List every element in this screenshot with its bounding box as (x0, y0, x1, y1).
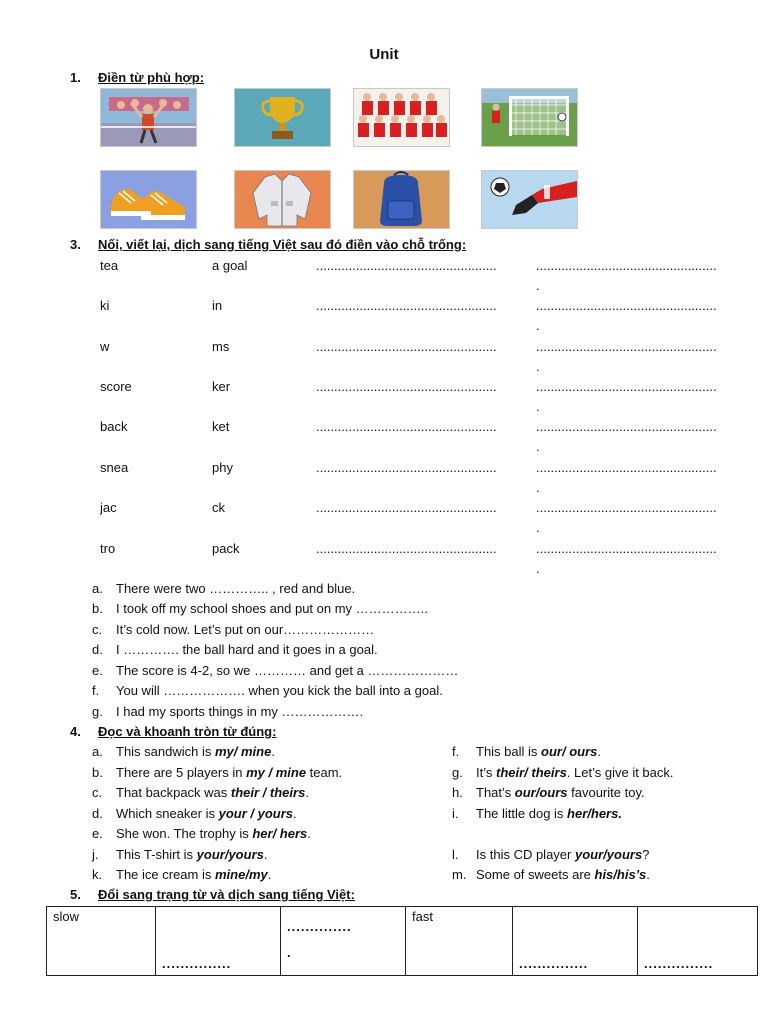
choice-text: She won. The trophy is (116, 826, 253, 841)
word-part-a: tro (100, 541, 116, 556)
choice-label: m. (452, 867, 467, 882)
goal-net-picture (481, 88, 578, 147)
answer-dots[interactable]: .................................................. (316, 460, 497, 475)
match-row (0, 460, 768, 500)
choice-label: c. (92, 785, 103, 800)
translation-dots[interactable]: .................................................. (536, 419, 717, 434)
translation-dots[interactable]: .................................................. (536, 460, 717, 475)
choice-text-end: . (305, 785, 309, 800)
choice-sentence (92, 806, 297, 821)
section-3-heading (70, 237, 466, 252)
choice-text-end: . (646, 867, 650, 882)
word-part-a: w (100, 339, 110, 354)
match-row (0, 258, 768, 298)
match-row (0, 419, 768, 459)
sentence-text: The score is 4-2, so we ………… and get a ………………… (116, 663, 459, 678)
choice-label: k. (92, 867, 103, 882)
choice-label: h. (452, 785, 463, 800)
word-part-a: score (100, 379, 132, 394)
choice-options[interactable]: my / mine (246, 765, 307, 780)
choice-text: It’s (476, 765, 496, 780)
choice-options[interactable]: her/ hers (252, 826, 308, 841)
choice-text-end: . (307, 826, 311, 841)
section-1-title: Điền từ phù hợp: (98, 70, 205, 85)
choice-options[interactable]: his/his’s (594, 867, 647, 882)
translation-dots: ............... (644, 956, 714, 971)
trophy-picture (234, 88, 331, 147)
match-row (0, 298, 768, 338)
choice-text-end: ? (642, 847, 650, 862)
match-row (0, 379, 768, 419)
word-part-b: phy (212, 460, 233, 475)
choice-text-end: team. (306, 765, 343, 780)
choice-sentence (452, 785, 645, 800)
fill-sentence (92, 581, 355, 596)
choice-options[interactable]: your/yours (196, 847, 264, 862)
translation-dots-end: . (536, 561, 540, 576)
choice-options[interactable]: her/hers. (567, 806, 622, 821)
choice-text: This ball is (476, 744, 542, 759)
choice-label: d. (92, 806, 103, 821)
sentence-label: g. (92, 704, 103, 719)
choice-text-end: . (293, 806, 297, 821)
choice-sentence (92, 785, 309, 800)
sneakers-picture (100, 170, 197, 229)
adjective-word: fast (412, 909, 433, 924)
kick-ball-picture (481, 170, 578, 229)
sentence-label: c. (92, 622, 103, 637)
choice-sentence (92, 826, 311, 841)
choice-text-end: . Let’s give it back. (566, 765, 674, 780)
match-row (0, 541, 768, 581)
choice-label: a. (92, 744, 103, 759)
sentence-label: e. (92, 663, 103, 678)
section-3-title: Nối, viết lại, dịch sang tiếng Việt sau đó điền vào chỗ trống: (98, 237, 467, 252)
backpack-picture (353, 170, 450, 229)
adjective-word: slow (53, 909, 80, 924)
translation-cell[interactable] (638, 907, 758, 976)
section-1-heading (70, 70, 204, 85)
translation-dots-end: . (536, 520, 540, 535)
choice-sentence (92, 765, 342, 780)
adverb-table-row (47, 907, 758, 976)
translation-dots[interactable]: .................................................. (536, 258, 717, 273)
section-5-number: 5. (70, 887, 81, 902)
word-part-a: tea (100, 258, 119, 273)
choice-label: j. (92, 847, 99, 862)
answer-dots[interactable]: .................................................. (316, 419, 497, 434)
choice-sentence (452, 847, 649, 862)
choice-options[interactable]: your / yours (218, 806, 294, 821)
translation-dots-end: . (536, 439, 540, 454)
translation-dots[interactable]: .................................................. (536, 339, 717, 354)
word-part-b: ck (212, 500, 225, 515)
page-title: Unit (369, 46, 399, 63)
fill-sentence (92, 704, 363, 719)
translation-dots-end: . (536, 480, 540, 495)
word-part-b: ms (212, 339, 230, 354)
choice-sentence (452, 744, 601, 759)
fill-sentence (92, 601, 428, 616)
answer-dots[interactable]: .................................................. (316, 541, 497, 556)
answer-cell[interactable] (513, 907, 638, 976)
word-part-a: ki (100, 298, 110, 313)
translation-dots[interactable]: .................................................. (536, 298, 717, 313)
sentence-label: b. (92, 601, 103, 616)
choice-options[interactable]: their/ theirs (496, 765, 567, 780)
choice-sentence (92, 744, 275, 759)
section-4-heading (70, 724, 276, 739)
word-part-a: snea (100, 460, 129, 475)
sentence-text: It’s cold now. Let’s put on our………………… (116, 622, 375, 637)
answer-dots: ............... (519, 956, 589, 971)
answer-dots: ............... (162, 956, 232, 971)
choice-text: Some of sweets are (476, 867, 595, 882)
sentence-text: I took off my school shoes and put on my …………….. (116, 601, 428, 616)
translation-dots[interactable]: .................................................. (536, 379, 717, 394)
translation-dots[interactable]: .................................................. (536, 500, 717, 515)
choice-sentence (452, 765, 674, 780)
answer-cell[interactable] (156, 907, 281, 976)
fill-sentence (92, 622, 374, 637)
choice-text-end: . (267, 867, 272, 882)
word-part-b: in (212, 298, 223, 313)
choice-text-end: favourite toy. (567, 785, 645, 800)
section-5-title: Đổi sang trạng từ và dịch sang tiếng Việt: (98, 887, 355, 902)
sentence-label: f. (92, 683, 100, 698)
match-row (0, 339, 768, 379)
sentence-text: I had my sports things in my ………………. (116, 704, 364, 719)
choice-text: The little dog is (476, 806, 568, 821)
choice-sentence (452, 806, 622, 821)
sentence-text: I …………. the ball hard and it goes in a goal. (116, 642, 378, 657)
translation-dots[interactable]: .................................................. (536, 541, 717, 556)
team-picture (353, 88, 450, 147)
jacket-picture (234, 170, 331, 229)
section-1-number: 1. (70, 70, 81, 85)
section-4-number: 4. (70, 724, 81, 739)
sentence-label: d. (92, 642, 103, 657)
choice-options[interactable]: your/yours (574, 847, 643, 862)
translation-dots-end: . (536, 318, 540, 333)
choice-label: f. (452, 744, 460, 759)
choice-text-end: . (263, 847, 268, 862)
choice-text-end: . (271, 744, 275, 759)
choice-label: e. (92, 826, 103, 841)
translation-dots: .............. (287, 919, 352, 934)
section-3-number: 3. (70, 237, 81, 252)
choice-options[interactable]: our/ ours (541, 744, 598, 759)
choice-text: This sandwich is (116, 744, 215, 759)
choice-text: That’s (476, 785, 515, 800)
answer-dots[interactable]: .................................................. (316, 339, 497, 354)
race-finish-picture (100, 88, 197, 147)
translation-cell[interactable] (281, 907, 406, 976)
match-row (0, 500, 768, 540)
adjective-cell (406, 907, 513, 976)
choice-options[interactable]: our/ours (514, 785, 568, 800)
fill-sentence (92, 683, 443, 698)
fill-sentence (92, 642, 378, 657)
translation-dots-end: . (287, 945, 291, 960)
choice-text: Which sneaker is (116, 806, 219, 821)
word-part-a: jac (100, 500, 117, 515)
sentence-text: You will ………………. when you kick the ball into a goal. (116, 683, 443, 698)
choice-text: The ice cream is (116, 867, 215, 882)
word-part-b: a goal (212, 258, 248, 273)
word-part-a: back (100, 419, 128, 434)
choice-sentence (452, 867, 650, 882)
choice-sentence (92, 847, 267, 862)
choice-options[interactable]: their / theirs (230, 785, 306, 800)
answer-dots[interactable]: .................................................. (316, 298, 497, 313)
word-part-b: pack (212, 541, 240, 556)
choice-options[interactable]: my/ mine (214, 744, 272, 759)
translation-dots-end: . (536, 278, 540, 293)
choice-text: This T-shirt is (116, 847, 197, 862)
section-5-heading (70, 887, 355, 902)
choice-label: g. (452, 765, 463, 780)
answer-dots[interactable]: .................................................. (316, 379, 497, 394)
translation-dots-end: . (536, 359, 540, 374)
sentence-label: a. (92, 581, 103, 596)
fill-sentence (92, 663, 458, 678)
answer-dots[interactable]: .................................................. (316, 258, 497, 273)
answer-dots[interactable]: .................................................. (316, 500, 497, 515)
translation-dots-end: . (536, 399, 540, 414)
sentence-text: There were two ………….. , red and blue. (116, 581, 356, 596)
choice-sentence (92, 867, 271, 882)
choice-text-end: . (597, 744, 601, 759)
choice-label: i. (452, 806, 459, 821)
choice-label: b. (92, 765, 103, 780)
choice-text: There are 5 players in (116, 765, 247, 780)
choice-label: l. (452, 847, 459, 862)
choice-text: Is this CD player (476, 847, 575, 862)
adverb-table (46, 906, 758, 976)
choice-options[interactable]: mine/my (214, 867, 268, 882)
choice-text: That backpack was (116, 785, 231, 800)
section-4-title: Đọc và khoanh tròn từ đúng: (98, 724, 277, 739)
word-part-b: ket (212, 419, 230, 434)
adjective-cell (47, 907, 156, 976)
word-part-b: ker (212, 379, 231, 394)
